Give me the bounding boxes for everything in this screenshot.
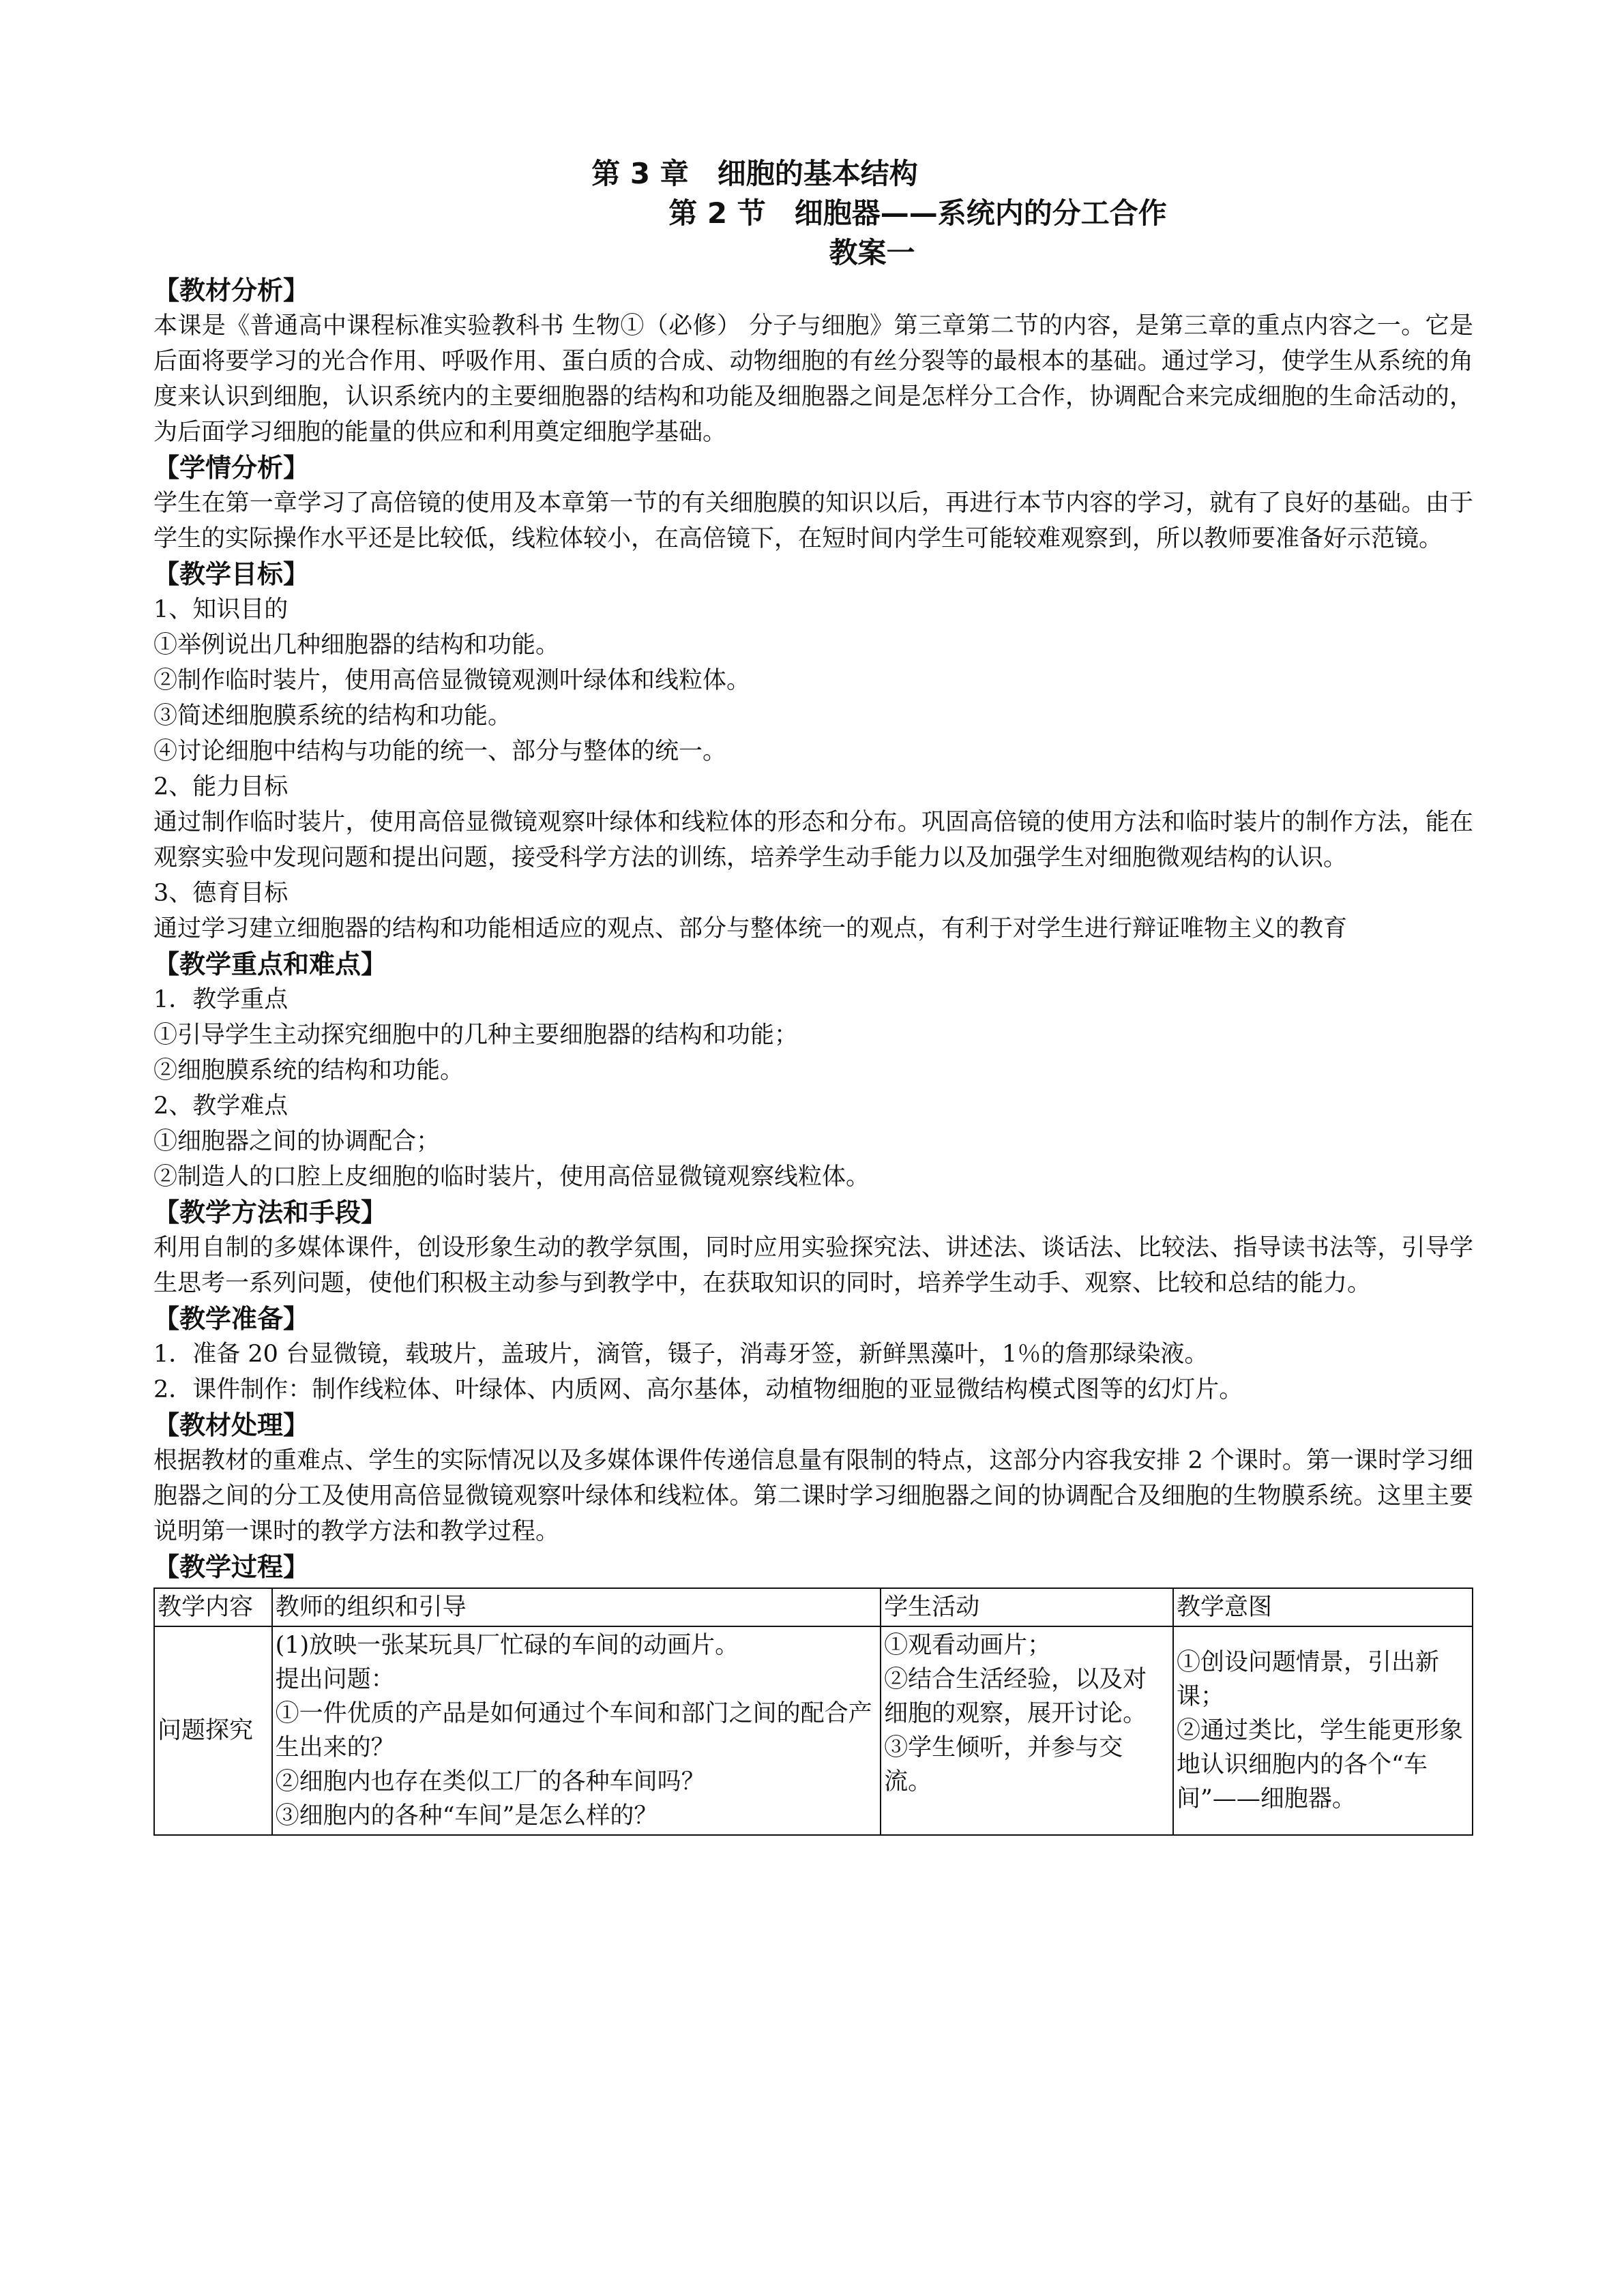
content-cell: 问题探究 [154, 1626, 272, 1835]
process-table [153, 1587, 1473, 1836]
teacher-line: ①一件优质的产品是如何通过个车间和部门之间的配合产生出来的？ [275, 1700, 872, 1761]
learner-analysis-text: 学生在第一章学习了高倍镜的使用及本章第一节的有关细胞膜的知识以后，再进行本节内容的学习，就有了良好的基础。由于学生的实际操作水平还是比较低，线粒体较小，在高倍镜下，在短时间内学生可能较难观察到，所以教师要准备好示范镜。 [153, 490, 1473, 552]
table-header-cell: 教学意图 [1173, 1588, 1473, 1626]
focus-item: ①引导学生主动探究细胞中的几种主要细胞器的结构和功能； [153, 1022, 799, 1049]
textbook-analysis-text: 本课是《普通高中课程标准实验教科书 生物①（必修） 分子与细胞》第三章第二节的内容，是第三章的重点内容之一。它是后面将要学习的光合作用、呼吸作用、蛋白质的合成、动物细胞的有丝分裂等的最根本的基础。通过学习，使学生从系统的角度来认识到细胞，认识系统内的主要细胞器的结构和功能及细胞器之间是怎样分工合作，协调配合来完成细胞的生命活动的，为后面学习细胞的能量的供应和利用奠定细胞学基础。 [153, 312, 1473, 446]
teacher-line: (1)放映一张某玩具厂忙碌的车间的动画片。 [275, 1632, 739, 1659]
student-line: ①观看动画片； [884, 1632, 1052, 1659]
table-header-row [154, 1588, 1473, 1626]
document-content [153, 154, 1473, 1836]
teacher-line: 提出问题： [275, 1666, 395, 1693]
knowledge-item: ④讨论细胞中结构与功能的统一、部分与整体的统一。 [153, 738, 727, 765]
intent-line: ①创设问题情景，引出新课； [1176, 1649, 1439, 1710]
methods-heading: 【教学方法和手段】 [153, 1197, 387, 1227]
student-line: ③学生倾听，并参与交流。 [884, 1734, 1123, 1795]
objectives-heading: 【教学目标】 [153, 559, 310, 589]
moral-objective-title: 3、德育目标 [153, 880, 289, 907]
chapter-title: 第 3 章 细胞的基本结构 [591, 157, 918, 190]
knowledge-item: ①举例说出几种细胞器的结构和功能。 [153, 631, 560, 659]
difficulty-item: ①细胞器之间的协调配合； [153, 1128, 441, 1155]
methods-text: 利用自制的多媒体课件，创设形象生动的教学氛围，同时应用实验探究法、讲述法、谈话法、比较法、指导读书法等，引导学生思考一系列问题，使他们积极主动参与到教学中，在获取知识的同时，培养学生动手、观察、比较和总结的能力。 [153, 1234, 1473, 1297]
difficulty-item: ②制造人的口腔上皮细胞的临时装片，使用高倍显微镜观察线粒体。 [153, 1163, 870, 1191]
plan-title: 教案一 [829, 236, 915, 269]
moral-objective-text: 通过学习建立细胞器的结构和功能相适应的观点、部分与整体统一的观点，有利于对学生进行辩证唯物主义的教育 [153, 915, 1348, 942]
teacher-line: ②细胞内也存在类似工厂的各种车间吗？ [275, 1768, 705, 1795]
intent-cell [1173, 1626, 1473, 1835]
ability-objective-text: 通过制作临时装片，使用高倍显微镜观察叶绿体和线粒体的形态和分布。巩固高倍镜的使用方法和临时装片的制作方法，能在观察实验中发现问题和提出问题，接受科学方法的训练，培养学生动手能力以及加强学生对细胞微观结构的认识。 [153, 809, 1473, 871]
table-header-cell: 教学内容 [154, 1588, 272, 1626]
ability-objective-title: 2、能力目标 [153, 773, 289, 801]
material-handling-text: 根据教材的重难点、学生的实际情况以及多媒体课件传递信息量有限制的特点，这部分内容我安排 2 个课时。第一课时学习细胞器之间的分工及使用高倍显微镜观察叶绿体和线粒体。第二课时学习细胞器之间的协调配合及细胞的生物膜系统。这里主要说明第一课时的教学方法和教学过程。 [153, 1447, 1473, 1545]
preparation-heading: 【教学准备】 [153, 1304, 310, 1334]
section-title: 第 2 节 细胞器——系统内的分工合作 [668, 196, 1167, 230]
table-header-cell: 教师的组织和引导 [272, 1588, 881, 1626]
preparation-item: 2．课件制作：制作线粒体、叶绿体、内质网、高尔基体，动植物细胞的亚显微结构模式图等的幻灯片。 [153, 1376, 1243, 1403]
teacher-cell [272, 1626, 881, 1835]
table-header-cell: 学生活动 [881, 1588, 1173, 1626]
student-line: ②结合生活经验，以及对细胞的观察，展开讨论。 [884, 1666, 1147, 1727]
intent-line: ②通过类比，学生能更形象地认识细胞内的各个“车间”——细胞器。 [1176, 1717, 1463, 1813]
learner-analysis-heading: 【学情分析】 [153, 453, 310, 483]
teacher-line: ③细胞内的各种“车间”是怎么样的？ [275, 1802, 658, 1830]
knowledge-item: ②制作临时装片，使用高倍显微镜观测叶绿体和线粒体。 [153, 667, 751, 694]
table-row [154, 1626, 1473, 1835]
textbook-analysis-heading: 【教材分析】 [153, 275, 310, 305]
preparation-item: 1．准备 20 台显微镜，载玻片，盖玻片，滴管，镊子，消毒牙签，新鲜黑藻叶，1％的詹那绿染液。 [153, 1341, 1209, 1368]
knowledge-item: ③简述细胞膜系统的结构和功能。 [153, 702, 512, 730]
process-heading: 【教学过程】 [153, 1552, 310, 1582]
student-cell [881, 1626, 1173, 1835]
material-handling-heading: 【教材处理】 [153, 1410, 310, 1440]
focus-title: 1．教学重点 [153, 986, 289, 1013]
key-points-heading: 【教学重点和难点】 [153, 949, 387, 979]
focus-item: ②细胞膜系统的结构和功能。 [153, 1057, 464, 1084]
knowledge-objective-title: 1、知识目的 [153, 596, 289, 623]
difficulty-title: 2、教学难点 [153, 1092, 289, 1120]
